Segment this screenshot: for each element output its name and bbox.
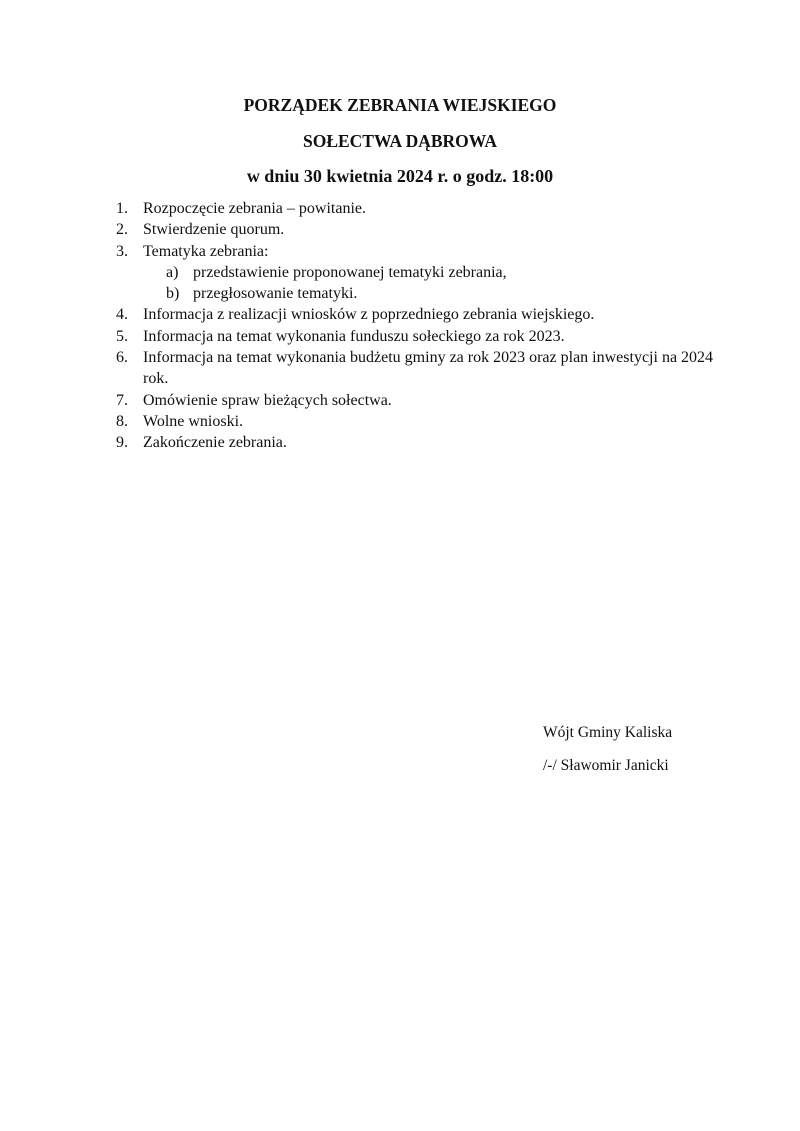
agenda-item-number: 3. bbox=[116, 242, 128, 260]
agenda-item-text: Omówienie spraw bieżących sołectwa. bbox=[143, 391, 392, 409]
agenda-subitem-letter: a) bbox=[166, 263, 179, 281]
agenda-item bbox=[116, 411, 726, 432]
agenda-subitem-text: przedstawienie proponowanej tematyki zebrania, bbox=[193, 263, 507, 281]
agenda-item-number: 7. bbox=[116, 391, 128, 409]
agenda-item-number: 8. bbox=[116, 412, 128, 430]
agenda-item bbox=[116, 198, 726, 219]
document-subtitle: SOŁECTWA DĄBROWA bbox=[302, 131, 497, 151]
agenda-item bbox=[116, 347, 726, 390]
signature-name: /-/ Sławomir Janicki bbox=[543, 757, 669, 774]
agenda-item-number: 1. bbox=[116, 200, 128, 217]
agenda-item-number: 2. bbox=[116, 221, 128, 239]
agenda-subitem-text: przegłosowanie tematyki. bbox=[193, 285, 358, 303]
agenda-item-text: Wolne wnioski. bbox=[143, 412, 244, 430]
document-title: PORZĄDEK ZEBRANIA WIEJSKIEGO bbox=[243, 95, 557, 115]
agenda-item bbox=[116, 326, 726, 347]
agenda-subitem bbox=[116, 262, 726, 283]
agenda-item-number: 5. bbox=[116, 327, 128, 345]
agenda-item bbox=[116, 304, 726, 325]
agenda-item-text: Informacja na temat wykonania funduszu sołeckiego za rok 2023. bbox=[143, 327, 565, 345]
agenda-item-number: 4. bbox=[116, 306, 128, 324]
agenda-item bbox=[116, 432, 726, 453]
agenda-item-text: Zakończenie zebrania. bbox=[143, 434, 287, 452]
agenda-item-text: Informacja na temat wykonania budżetu gminy za rok 2023 oraz plan inwestycji na 2024 rok. bbox=[143, 349, 714, 388]
agenda-list bbox=[116, 198, 726, 454]
agenda-item-text: Informacja z realizacji wniosków z poprzedniego zebrania wiejskiego. bbox=[143, 306, 595, 324]
agenda-item bbox=[116, 219, 726, 240]
agenda-subitem-letter: b) bbox=[166, 285, 180, 303]
agenda-item bbox=[116, 390, 726, 411]
agenda-item-number: 6. bbox=[116, 349, 128, 367]
agenda-subitem bbox=[116, 283, 726, 304]
agenda-item-text: Tematyka zebrania: bbox=[143, 242, 269, 260]
agenda-item-number: 9. bbox=[116, 434, 128, 452]
agenda-item-text: Rozpoczęcie zebrania – powitanie. bbox=[143, 200, 366, 217]
meeting-date: w dniu 30 kwietnia 2024 r. o godz. 18:00 bbox=[246, 166, 554, 186]
agenda-item-text: Stwierdzenie quorum. bbox=[143, 221, 285, 239]
signature-role: Wójt Gminy Kaliska bbox=[543, 724, 673, 741]
agenda-item bbox=[116, 241, 726, 262]
